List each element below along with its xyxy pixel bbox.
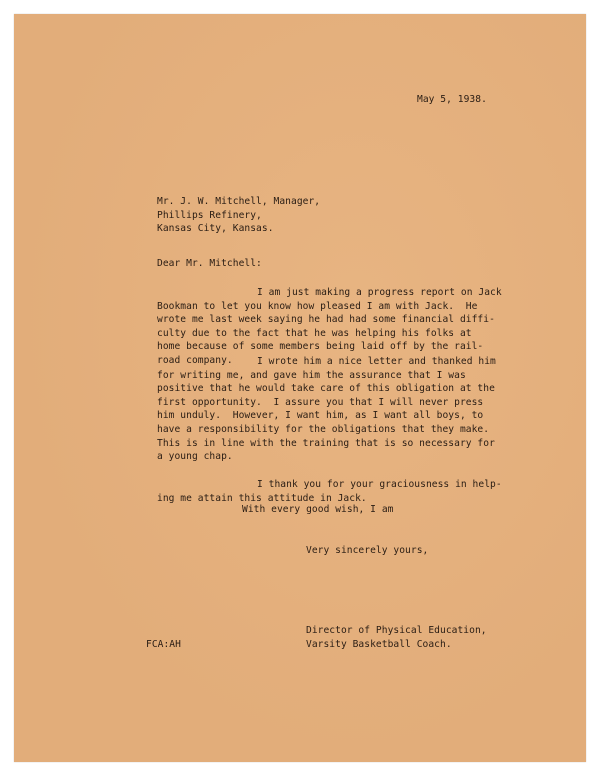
paragraph-line: This is in line with the training that is so necessary for (157, 437, 495, 449)
salutation: Dear Mr. Mitchell: (157, 258, 262, 269)
paragraph-3 (157, 478, 502, 505)
letter-date: May 5, 1938. (417, 94, 487, 105)
address-line: Kansas City, Kansas. (157, 223, 274, 235)
title-line: Director of Physical Education, (306, 625, 487, 636)
letter-page (14, 14, 586, 762)
paragraph-line: I wrote him a nice letter and thanked him (257, 356, 496, 367)
address-line: Phillips Refinery, (157, 209, 262, 221)
paragraph-line: first opportunity. I assure you that I will never press (157, 396, 484, 408)
paragraph-line: for writing me, and gave him the assurance that I was (157, 369, 466, 381)
complimentary-close: Very sincerely yours, (306, 545, 429, 556)
paragraph-line: a young chap. (157, 451, 233, 463)
paragraph-line: road company. (157, 354, 233, 366)
title-line: Varsity Basketball Coach. (306, 638, 452, 650)
paragraph-line: Bookman to let you know how pleased I am with Jack. He (157, 300, 478, 312)
address-line: Mr. J. W. Mitchell, Manager, (157, 196, 321, 207)
paragraph-line: culty due to the fact that he was helping his folks at (157, 327, 472, 339)
paragraph-line: positive that he would take care of this obligation at the (157, 383, 495, 395)
paragraph-2 (157, 355, 496, 464)
paragraph-line: him unduly. However, I want him, as I want all boys, to (157, 410, 484, 422)
recipient-address (157, 195, 320, 236)
paragraph-line: ing me attain this attitude in Jack. (157, 492, 367, 504)
paragraph-line: home because of some members being laid off by the rail- (157, 341, 484, 353)
closing-wish: With every good wish, I am (242, 504, 394, 515)
paragraph-line: have a responsibility for the obligations that they make. (157, 423, 490, 435)
signature-title (306, 624, 487, 651)
paragraph-line: wrote me last week saying he had had some financial diffi- (157, 314, 495, 326)
paragraph-line: I thank you for your graciousness in help- (257, 479, 502, 490)
paragraph-line: I am just making a progress report on Jack (257, 287, 502, 298)
reference-initials: FCA:AH (146, 639, 181, 650)
